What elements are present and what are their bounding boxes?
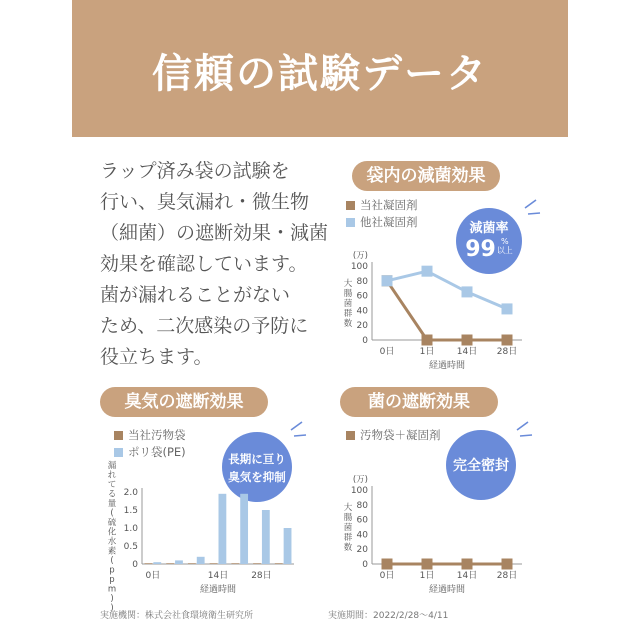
bar-2	[262, 510, 270, 564]
legend-swatch-blue	[114, 448, 123, 457]
y-tick-label: 1.0	[123, 524, 138, 534]
footer-period: 実施期間：2022/2/28〜4/11	[328, 611, 449, 621]
bar-1	[166, 563, 174, 564]
y-axis-label: 漏	[107, 461, 117, 471]
y-axis-label: 菌	[343, 299, 353, 309]
y-tick-label: 0	[362, 560, 368, 570]
intro-text	[100, 156, 329, 373]
y-axis-label: る	[107, 489, 117, 500]
legend-swatch-brown	[346, 201, 355, 210]
legend-swatch-brown	[346, 431, 355, 440]
x-axis-label: 経過時間	[428, 361, 466, 371]
bar-2	[153, 562, 161, 564]
badge-line2: 臭気を抑制	[228, 470, 286, 484]
x-tick-label: 0日	[379, 571, 395, 581]
x-tick-label: 14日	[207, 571, 229, 581]
y-tick-label: 20	[356, 545, 368, 556]
series-line-1	[387, 281, 507, 340]
legend-label: 他社凝固剤	[360, 215, 418, 229]
bar-2	[197, 557, 205, 564]
y-unit-label: (万)	[352, 251, 368, 261]
bar-1	[145, 563, 153, 564]
y-tick-label: 0.5	[123, 542, 138, 552]
bar-2	[240, 494, 248, 564]
y-tick-label: 40	[356, 530, 368, 541]
y-tick-label: 80	[356, 500, 368, 511]
y-tick-label: 0	[132, 560, 138, 570]
sterilization-line-chart	[330, 252, 530, 376]
badge-sparkle-lines	[512, 418, 536, 442]
y-axis-label: )	[110, 603, 114, 614]
title-banner	[72, 0, 568, 137]
y-axis-label: 大	[343, 279, 353, 289]
bar-1	[188, 563, 196, 564]
y-axis-label: m	[107, 584, 117, 595]
badge-sparkle-lines	[286, 418, 310, 442]
badge-number: 99	[465, 237, 496, 262]
badge-unit-bottom: 以上	[496, 246, 513, 255]
legend-swatch-brown	[114, 431, 123, 440]
panel3-heading: 菌の遮断効果	[340, 387, 498, 417]
badge-line1: 長期に亘り	[228, 452, 286, 466]
y-axis-label: 腸	[343, 513, 353, 523]
y-axis-label: (	[110, 508, 114, 519]
y-axis-label: れ	[107, 470, 117, 481]
bar-2	[175, 560, 183, 564]
badge-sparkle-lines	[520, 196, 544, 220]
data-point-marker	[502, 335, 513, 346]
intro-line: 菌が漏れることがない	[100, 284, 291, 306]
legend-label: 当社凝固剤	[360, 198, 418, 212]
y-tick-label: 40	[356, 306, 368, 317]
x-axis-label: 経過時間	[428, 585, 466, 595]
badge-unit-top: %	[501, 237, 509, 246]
intro-line: ため、二次感染の予防に	[100, 315, 309, 337]
y-axis-label: 数	[343, 543, 353, 553]
badge-line1: 減菌率	[469, 221, 509, 236]
panel2-legend-item-2	[114, 444, 186, 460]
intro-line: ラップ済み袋の試験を	[100, 160, 290, 182]
y-tick-label: 60	[356, 291, 368, 302]
legend-label: ポリ袋(PE)	[128, 445, 186, 459]
y-axis-label: p	[109, 565, 115, 576]
bar-1	[253, 563, 261, 564]
x-tick-label: 14日	[456, 347, 478, 357]
y-axis-label: p	[109, 575, 115, 585]
intro-line: （細菌）の遮断効果・減菌	[100, 222, 329, 244]
data-point-marker	[382, 559, 393, 570]
panel1-heading: 袋内の減菌効果	[352, 161, 500, 191]
intro-line: 効果を確認しています。	[100, 253, 308, 275]
y-axis-label: (	[110, 556, 114, 566]
x-tick-label: 14日	[456, 571, 478, 581]
y-axis-label: 大	[343, 503, 353, 513]
x-tick-label: 0日	[145, 571, 161, 581]
badge-line1: 完全密封	[453, 458, 509, 474]
panel2-heading: 臭気の遮断効果	[100, 387, 268, 417]
bar-2	[219, 494, 227, 564]
x-axis-label: 経過時間	[199, 585, 237, 595]
footer-institution: 実施機関：株式会社食環境衛生研究所	[100, 611, 254, 621]
y-unit-label: (万)	[352, 475, 368, 485]
y-axis-label: 硫	[107, 518, 117, 528]
y-tick-label: 0	[362, 336, 368, 346]
y-tick-label: 100	[350, 486, 368, 496]
y-axis-label: 腸	[343, 289, 353, 299]
panel1-legend-item-1	[346, 197, 418, 213]
x-tick-label: 1日	[419, 571, 435, 581]
y-tick-label: 60	[356, 515, 368, 526]
data-point-marker	[462, 335, 473, 346]
panel2-legend-item-1	[114, 427, 186, 443]
y-tick-label: 2.0	[123, 488, 138, 498]
y-axis-label: 菌	[343, 523, 353, 533]
x-tick-label: 1日	[419, 347, 435, 357]
x-tick-label: 28日	[496, 347, 518, 357]
data-point-marker	[462, 286, 473, 297]
y-tick-label: 100	[350, 262, 368, 272]
legend-label: 汚物袋＋凝固剤	[360, 428, 441, 442]
y-axis-label: 数	[343, 319, 353, 329]
y-tick-label: 80	[356, 276, 368, 287]
data-point-marker	[422, 266, 433, 277]
panel3-legend-item-1	[346, 427, 441, 443]
data-point-marker	[422, 335, 433, 346]
bar-1	[275, 563, 283, 564]
x-tick-label: 28日	[496, 571, 518, 581]
y-axis-label: 素	[107, 546, 117, 557]
panel1-legend-item-2	[346, 214, 418, 230]
data-point-marker	[382, 275, 393, 286]
y-axis-label: 水	[107, 537, 117, 547]
y-axis-label: 群	[343, 533, 353, 543]
leak-line-chart	[330, 476, 530, 600]
legend-swatch-blue	[346, 218, 355, 227]
y-axis-label: 量	[107, 499, 117, 509]
intro-line: 役立ちます。	[100, 346, 213, 368]
bar-2	[284, 528, 292, 564]
bar-1	[210, 563, 218, 564]
x-tick-label: 28日	[251, 571, 272, 581]
data-point-marker	[422, 559, 433, 570]
y-axis-label: 化	[107, 527, 117, 538]
y-axis-label: て	[107, 480, 117, 490]
data-point-marker	[502, 559, 513, 570]
legend-label: 当社汚物袋	[128, 428, 186, 442]
y-axis-label: )	[110, 594, 114, 604]
y-tick-label: 20	[356, 321, 368, 332]
intro-line: 行い、臭気漏れ・微生物	[100, 191, 310, 213]
data-point-marker	[462, 559, 473, 570]
data-point-marker	[502, 303, 513, 314]
bar-1	[231, 563, 239, 564]
page-title: 信頼の試験データ	[152, 51, 488, 97]
x-tick-label: 0日	[379, 347, 395, 357]
series-line-2	[387, 271, 507, 309]
y-tick-label: 1.5	[123, 506, 138, 516]
odor-bar-chart	[100, 460, 300, 614]
y-axis-label: 群	[343, 309, 353, 319]
